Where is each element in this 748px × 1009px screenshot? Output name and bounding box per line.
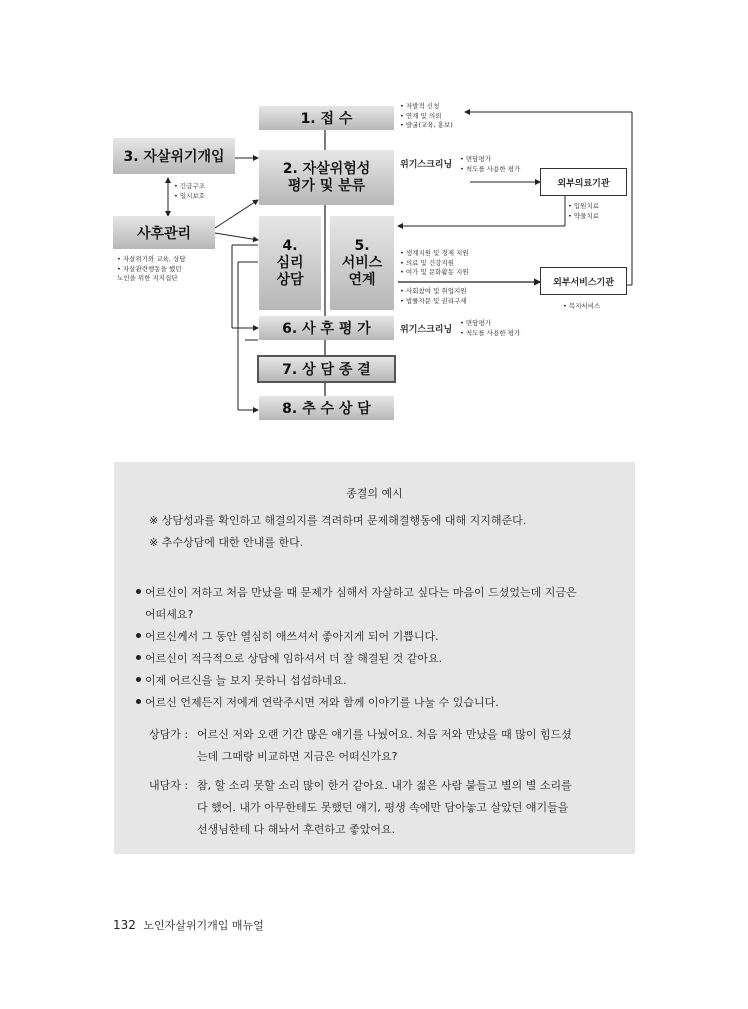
bullet-dot xyxy=(136,633,141,638)
service-notes xyxy=(400,249,469,278)
step-intake-label: 1. 접 수 xyxy=(300,111,353,127)
guide-line-1: ※ 상담성과를 확인하고 해결의지를 격려하며 문제해결행동에 대해 지지해준다. xyxy=(149,514,527,527)
step-follow-up-box xyxy=(259,396,394,420)
medical-notes xyxy=(568,202,599,221)
step-service-link-line3: 연계 xyxy=(348,271,376,288)
intake-note: • 연계 및 의뢰 xyxy=(400,111,442,120)
step-termination-label: 7. 상 담 종 결 xyxy=(282,362,371,378)
screening2-note: • 면담평가 xyxy=(460,319,492,327)
aftercare-notes xyxy=(117,255,186,284)
counselor-line: 는데 그때랑 비교하면 지금은 어떠신가요? xyxy=(197,750,398,763)
crisis-note: • 일시보호 xyxy=(174,191,206,200)
bullet-item: 어르신께서 그 동안 열심히 애쓰셔서 좋아지게 되어 기쁩니다. xyxy=(145,630,439,643)
screening2-label: 위기스크리닝 xyxy=(400,325,453,335)
counselor-line: 어르신 저와 오랜 기간 많은 얘기를 나눴어요. 처음 저와 만났을 때 많이 힘드셨 xyxy=(197,728,572,741)
bullet-item: 어르신 언제든지 저에게 연락주시면 저와 함께 이야기를 나눌 수 있습니다. xyxy=(145,696,499,709)
step-crisis-intervention-label: 3. 자살위기개입 xyxy=(123,149,225,165)
medical-note: • 입원치료 xyxy=(568,202,600,210)
crisis-notes xyxy=(174,182,205,201)
screening-label: 위기스크리닝 xyxy=(400,160,453,170)
service-note: • 사회참여 및 취업지원 xyxy=(400,287,467,295)
intake-notes xyxy=(400,102,453,131)
aftercare-note: • 자살관련행동을 했던 xyxy=(117,264,182,273)
aftercare-note: • 자살위기와 교육, 상담 xyxy=(117,255,186,263)
bullet-dot xyxy=(136,677,141,682)
step-follow-up-label: 8. 추 수 상 담 xyxy=(282,401,371,417)
page-footer xyxy=(113,917,264,933)
screening-note: • 면담평가 xyxy=(460,155,492,163)
aftercare-label: 사후관리 xyxy=(136,225,192,242)
step-termination-box xyxy=(257,355,396,383)
bullet-dot xyxy=(136,589,141,594)
aftercare-box xyxy=(113,216,215,249)
intake-note: • 발굴(교육, 홍보) xyxy=(400,121,453,129)
step-crisis-intervention-box xyxy=(113,138,235,174)
book-title: 노인자살위기개입 매뉴얼 xyxy=(143,919,264,932)
client-line: 선생님한테 다 해놔서 후련하고 좋았어요. xyxy=(197,823,396,836)
service-note: • 생계지원 및 경제 지원 xyxy=(400,249,469,257)
step-service-link-box xyxy=(330,216,394,310)
service-note: • 여가 및 문화활동 지원 xyxy=(400,268,469,276)
client-label: 내담자 : xyxy=(149,779,189,792)
bullet-item-continuation: 어떠세요? xyxy=(145,608,194,621)
service-notes-2 xyxy=(400,287,467,306)
step-intake-box xyxy=(259,106,394,130)
screening-notes xyxy=(460,155,520,174)
external-medical-box xyxy=(540,168,627,196)
step-post-evaluation-label: 6. 사 후 평 가 xyxy=(282,321,371,337)
crisis-note: • 긴급구조 xyxy=(174,182,206,190)
external-service-box xyxy=(540,267,627,295)
client-line: 참, 할 소리 못할 소리 많이 한거 같아요. 내가 젊은 사람 붙들고 별의 별 소리를 xyxy=(197,779,572,792)
external-service-label: 외부서비스기관 xyxy=(553,277,614,288)
step-counseling-line1: 4. xyxy=(282,237,298,254)
step-counseling-line2: 심리 xyxy=(276,254,304,271)
external-medical-label: 외부의료기관 xyxy=(557,178,610,189)
step-risk-assessment-line1: 2. 자살위험성 xyxy=(282,160,371,177)
counselor-label: 상담가 : xyxy=(149,728,189,741)
step-service-link-line1: 5. xyxy=(354,237,370,254)
welfare-note: • 복지서비스 xyxy=(563,302,601,310)
step-counseling-line3: 상담 xyxy=(276,271,304,288)
bullet-item: 어르신이 적극적으로 상담에 임하셔서 더 잘 해결된 것 같아요. xyxy=(145,652,443,665)
step-service-link-line2: 서비스 xyxy=(341,254,383,271)
bullet-dot xyxy=(136,655,141,660)
aftercare-note: 노인을 위한 지지집단 xyxy=(117,274,178,282)
crisis-intervention-flowchart xyxy=(0,0,748,440)
panel-title: 종결의 예시 xyxy=(346,487,403,500)
guide-line-2: ※ 추수상담에 대한 안내를 한다. xyxy=(149,536,304,549)
intake-note: • 자발적 신청 xyxy=(400,102,440,110)
service-note: • 법률자문 및 권리구제 xyxy=(400,296,467,305)
client-line: 다 했어. 내가 아무한테도 못했던 얘기, 평생 속에만 담아놓고 살았던 얘기들을 xyxy=(197,801,569,814)
screening-note: • 척도를 사용한 평가 xyxy=(460,164,521,173)
page-number: 132 xyxy=(113,918,136,932)
termination-example-panel xyxy=(114,462,635,854)
bullet-item: 이제 어르신을 늘 보지 못하니 섭섭하네요. xyxy=(145,674,347,687)
screening2-note: • 척도를 사용한 평가 xyxy=(460,328,521,337)
screening2-notes xyxy=(460,319,520,338)
step-post-evaluation-box xyxy=(259,316,394,340)
step-risk-assessment-line2: 평가 및 분류 xyxy=(287,177,366,194)
step-risk-assessment-box xyxy=(259,150,394,205)
service-note: • 의료 및 건강지원 xyxy=(400,258,454,267)
bullet-item: 어르신이 저하고 처음 만났을 때 문제가 심해서 자살하고 싶다는 마음이 드셨었는데 지금은 xyxy=(145,586,577,599)
step-counseling-box xyxy=(259,216,321,310)
medical-note: • 약물치료 xyxy=(568,211,600,220)
bullet-dot xyxy=(136,699,141,704)
